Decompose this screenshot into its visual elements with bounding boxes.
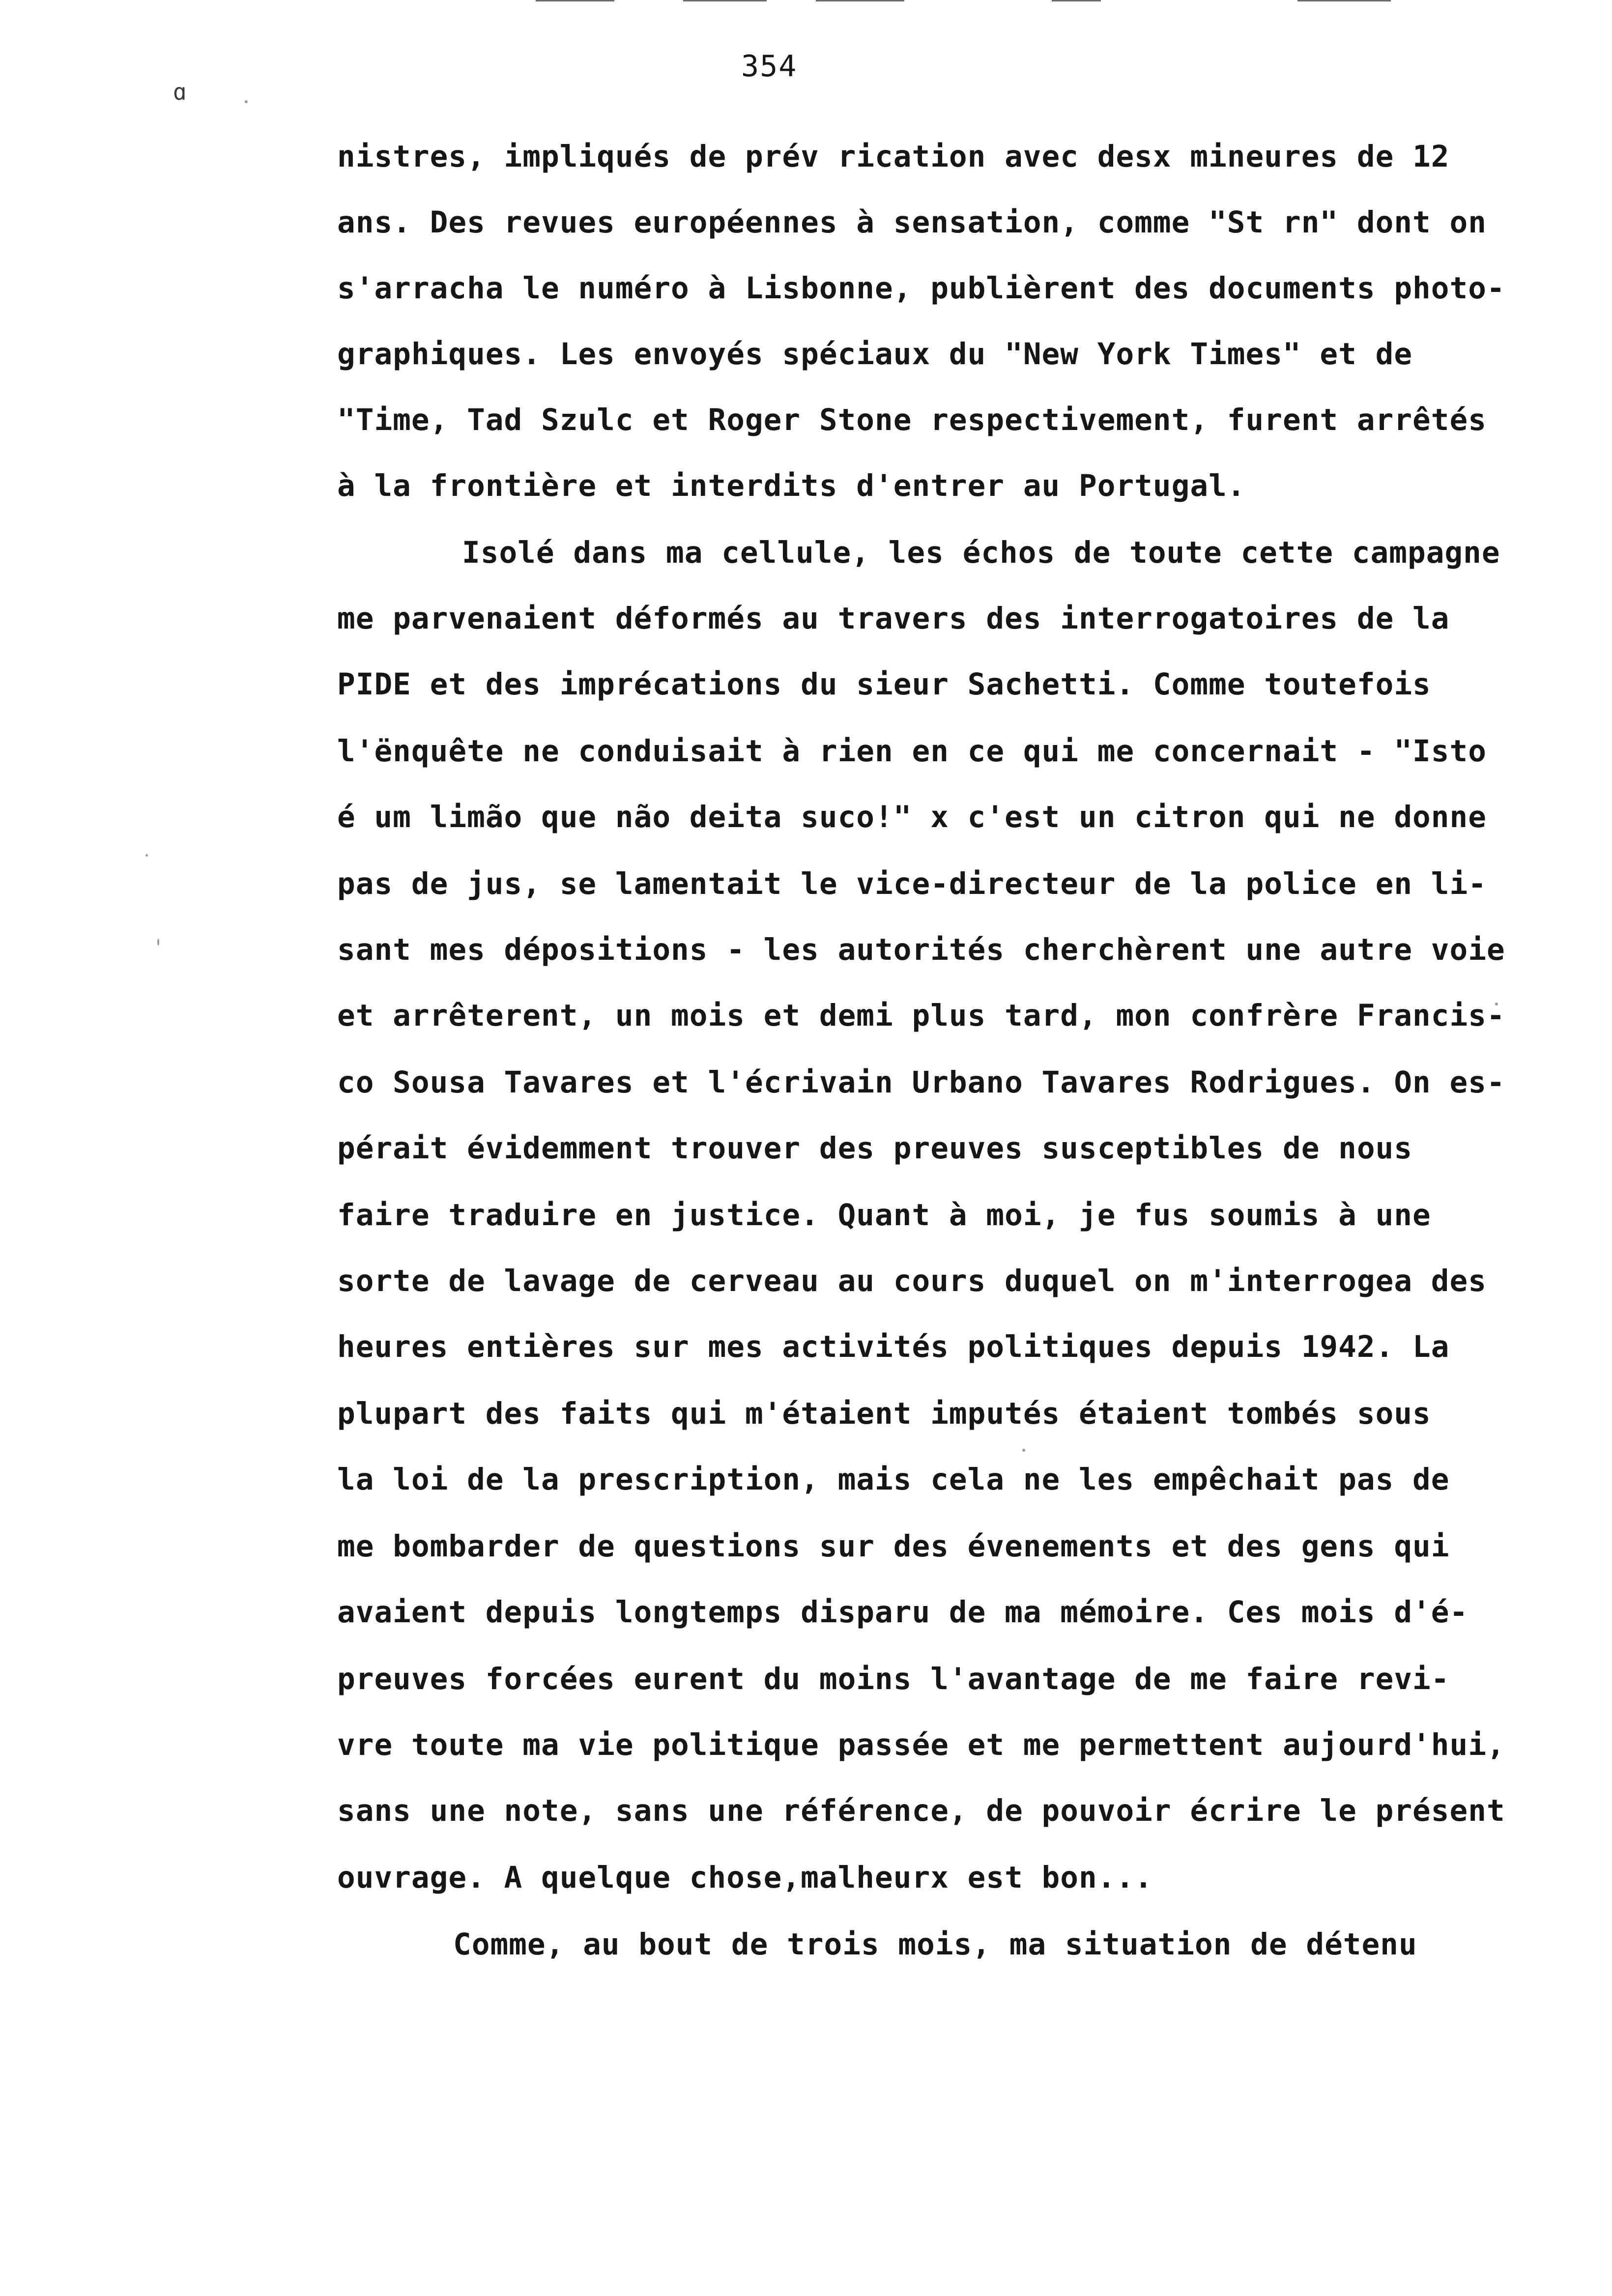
text-line: é um limão que não deita suco!" x c'est un citron qui ne donne (337, 800, 1487, 834)
text-line: Isolé dans ma cellule, les échos de toute cette campagne (462, 535, 1500, 570)
text-line: vre toute ma vie politique passée et me permettent aujourd'hui, (337, 1727, 1505, 1762)
text-line: preuves forcées eurent du moins l'avantage de me faire revi- (337, 1662, 1450, 1696)
text-line: à la frontière et interdits d'entrer au Portugal. (337, 468, 1246, 503)
text-line: pas de jus, se lamentait le vice-directeur de la police en li- (337, 866, 1487, 901)
margin-speck (145, 854, 148, 857)
text-line: s'arracha le numéro à Lisbonne, publièrent des documents photo- (337, 271, 1505, 306)
top-edge-rule (683, 0, 767, 1)
corner-mark: ɑ (173, 79, 187, 105)
top-edge-rule (1052, 0, 1101, 1)
text-line: ouvrage. A quelque chose,malheurx est bon... (337, 1860, 1153, 1895)
text-line: nistres, impliqués de prév rication avec desx mineures de 12 (337, 139, 1450, 174)
text-line: heures entières sur mes activités politiques depuis 1942. La (337, 1329, 1450, 1364)
margin-speck (157, 939, 159, 946)
text-line: me bombarder de questions sur des évenements et des gens qui (337, 1529, 1450, 1564)
text-line: sans une note, sans une référence, de pouvoir écrire le présent (337, 1793, 1505, 1828)
text-line: ans. Des revues européennes à sensation, comme "St rn" dont on (337, 205, 1487, 240)
text-line: et arrêterent, un mois et demi plus tard, mon confrère Francis- (337, 998, 1505, 1033)
top-edge-rule (1297, 0, 1391, 1)
page-number: 354 (741, 49, 798, 84)
text-line: faire traduire en justice. Quant à moi, je fus soumis à une (337, 1198, 1431, 1233)
text-line: l'ënquête ne conduisait à rien en ce qui me concernait - "Isto (337, 734, 1487, 769)
text-line: sant mes dépositions - les autorités cherchèrent une autre voie (337, 932, 1505, 967)
text-line: me parvenaient déformés au travers des interrogatoires de la (337, 601, 1450, 636)
text-line: co Sousa Tavares et l'écrivain Urbano Tavares Rodrigues. On es- (337, 1065, 1505, 1100)
top-edge-rule (536, 0, 614, 1)
margin-speck (1022, 1449, 1025, 1452)
top-edge-rule (816, 0, 904, 1)
text-line: la loi de la prescription, mais cela ne les empêchait pas de (337, 1462, 1450, 1497)
text-line: plupart des faits qui m'étaient imputés étaient tombés sous (337, 1396, 1431, 1431)
text-line: pérait évidemment trouver des preuves susceptibles de nous (337, 1131, 1413, 1166)
text-line: avaient depuis longtemps disparu de ma mémoire. Ces mois d'é- (337, 1595, 1468, 1630)
text-line: sorte de lavage de cerveau au cours duquel on m'interrogea des (337, 1263, 1487, 1298)
text-line: Comme, au bout de trois mois, ma situation de détenu (453, 1927, 1417, 1962)
text-line: PIDE et des imprécations du sieur Sachetti. Comme toutefois (337, 667, 1431, 702)
margin-speck (245, 100, 248, 103)
text-line: "Time, Tad Szulc et Roger Stone respectivement, furent arrêtés (337, 402, 1487, 437)
text-line: graphiques. Les envoyés spéciaux du "New York Times" et de (337, 337, 1413, 372)
